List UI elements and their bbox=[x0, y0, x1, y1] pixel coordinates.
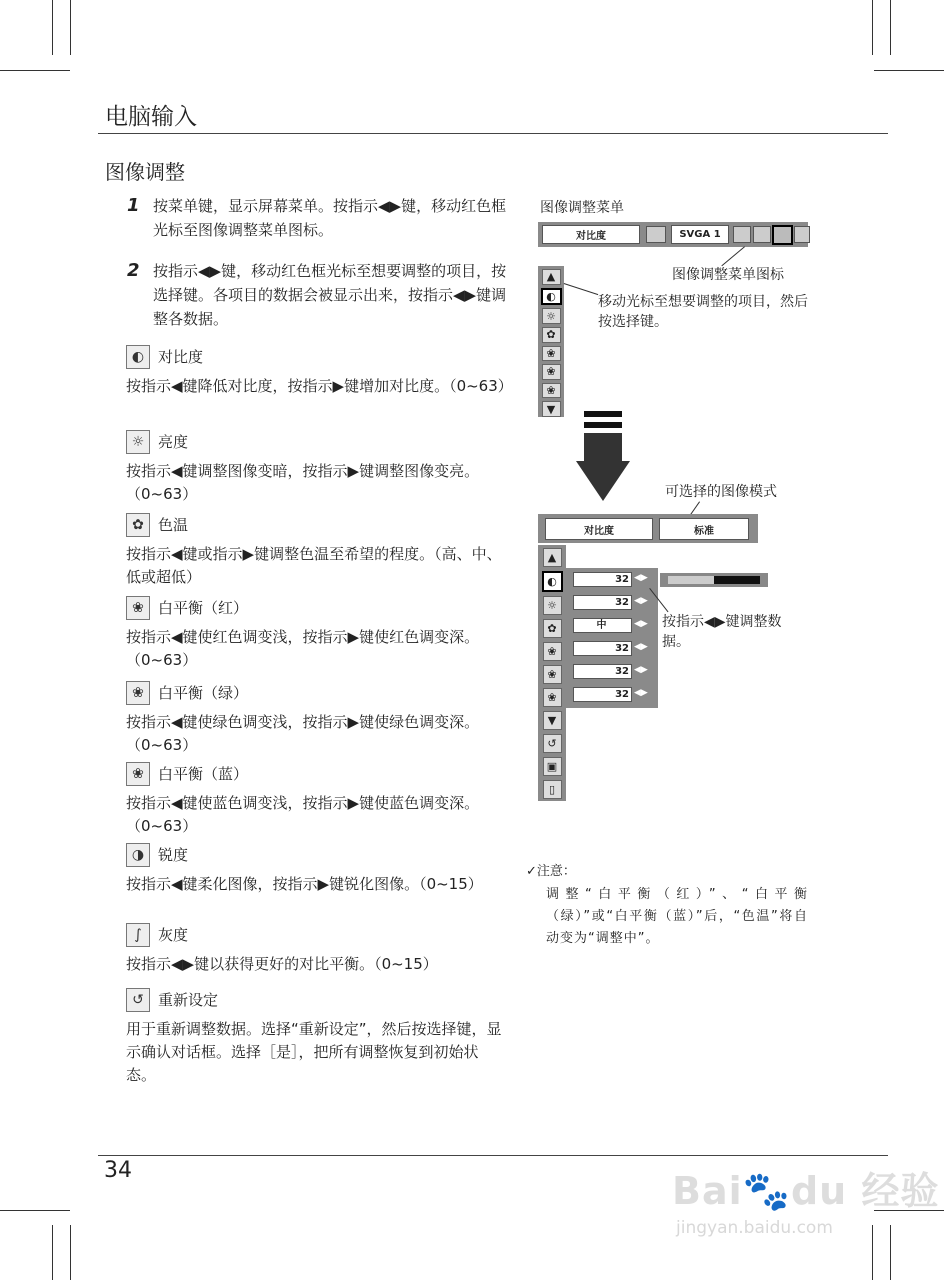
step-number: 1 bbox=[127, 195, 140, 216]
page-number: 34 bbox=[104, 1158, 132, 1183]
item-label: 对比度 bbox=[158, 347, 204, 366]
item-label: 白平衡（蓝） bbox=[158, 764, 249, 783]
item-contrast bbox=[126, 345, 513, 398]
slider-track bbox=[668, 576, 760, 584]
left-right-arrow-icon: ◀▶ bbox=[634, 642, 648, 652]
value-panel bbox=[566, 568, 658, 708]
item-reset bbox=[126, 988, 506, 1087]
source-field: SVGA 1 bbox=[671, 225, 729, 244]
slider-fill bbox=[668, 576, 714, 584]
reset-icon: ↺ bbox=[126, 988, 150, 1012]
color-temp-icon: ✿ bbox=[543, 619, 562, 638]
down-arrow-icon bbox=[576, 461, 630, 501]
item-text: 按指示◀键使红色调变浅，按指示▶键使红色调变深。（0~63） bbox=[126, 628, 480, 669]
item-wb-red bbox=[126, 596, 506, 672]
crop-mark bbox=[890, 0, 891, 55]
white-balance-green-icon: ❀ bbox=[543, 665, 562, 684]
contrast-icon: ◐ bbox=[126, 345, 150, 369]
menu-field: 对比度 bbox=[545, 518, 653, 540]
item-text: 按指示◀▶键以获得更好的对比平衡。（0~15） bbox=[126, 955, 438, 973]
crop-mark bbox=[0, 70, 70, 71]
brightness-icon: ☼ bbox=[542, 308, 561, 324]
arrow-bar bbox=[584, 422, 622, 428]
white-balance-blue-icon: ❀ bbox=[126, 762, 150, 786]
brightness-icon: ☼ bbox=[543, 596, 562, 615]
image-adjust-icon bbox=[772, 225, 793, 245]
white-balance-green-icon: ❀ bbox=[126, 681, 150, 705]
value-field: 32 bbox=[573, 664, 632, 679]
crop-mark bbox=[70, 1225, 71, 1280]
item-wb-blue bbox=[126, 762, 506, 838]
image-select-icon bbox=[753, 226, 771, 243]
crop-mark bbox=[0, 1210, 70, 1211]
crop-mark bbox=[52, 1225, 53, 1280]
left-right-arrow-icon: ◀▶ bbox=[634, 596, 648, 606]
up-arrow-icon: ▲ bbox=[543, 548, 562, 567]
value-field: 32 bbox=[573, 687, 632, 702]
arrow-shaft bbox=[584, 433, 622, 461]
chapter-title: 电脑输入 bbox=[105, 104, 197, 130]
input-icon bbox=[646, 226, 666, 243]
image-mode-field: 标准 bbox=[659, 518, 749, 540]
down-arrow-icon: ▼ bbox=[543, 711, 562, 730]
item-gamma bbox=[126, 923, 506, 976]
crop-mark bbox=[70, 0, 71, 55]
color-temp-icon: ✿ bbox=[126, 513, 150, 537]
step-text: 按指示◀▶键，移动红色框光标至想要调整的项目，按选择键。各项目的数据会被显示出来，按指示◀▶键调整各数据。 bbox=[153, 262, 507, 328]
contrast-icon: ◐ bbox=[541, 288, 562, 306]
item-color-temp bbox=[126, 513, 506, 589]
value-field: 中 bbox=[573, 618, 632, 633]
header-rule bbox=[98, 133, 888, 134]
item-sharpness bbox=[126, 843, 506, 896]
white-balance-red-icon: ❀ bbox=[542, 346, 561, 362]
item-label: 亮度 bbox=[158, 432, 189, 451]
item-label: 灰度 bbox=[158, 925, 189, 944]
white-balance-red-icon: ❀ bbox=[126, 596, 150, 620]
callout-adjust: 按指示◀▶键调整数据。 bbox=[662, 614, 782, 650]
down-arrow-icon: ▼ bbox=[542, 401, 561, 417]
step-number: 2 bbox=[127, 260, 140, 281]
contrast-icon: ◐ bbox=[542, 571, 563, 592]
crop-mark bbox=[872, 1225, 873, 1280]
item-text: 用于重新调整数据。选择“重新设定”，然后按选择键，显示确认对话框。选择［是］，把所有调整恢复到初始状态。 bbox=[126, 1020, 502, 1084]
note-text: 调整“白平衡（红）”、“白平衡（绿）”或“白平衡（蓝）”后，“色温”将自动变为“调整中”。 bbox=[546, 887, 808, 946]
left-right-arrow-icon: ◀▶ bbox=[634, 619, 648, 629]
callout-mode: 可选择的图像模式 bbox=[665, 484, 777, 500]
value-field: 32 bbox=[573, 595, 632, 610]
menu-bar bbox=[538, 222, 808, 247]
crop-mark bbox=[890, 1225, 891, 1280]
watermark-logo: Bai🐾du 经验 bbox=[672, 1169, 940, 1213]
white-balance-red-icon: ❀ bbox=[543, 642, 562, 661]
menu-icon-column bbox=[538, 266, 564, 417]
white-balance-blue-icon: ❀ bbox=[543, 688, 562, 707]
callout-icon: 图像调整菜单图标 bbox=[672, 267, 784, 283]
note-title: ✓注意： bbox=[526, 864, 576, 879]
step-text: 按菜单键，显示屏幕菜单。按指示◀▶键，移动红色框光标至图像调整菜单图标。 bbox=[153, 197, 507, 239]
up-arrow-icon: ▲ bbox=[542, 269, 561, 285]
item-label: 白平衡（绿） bbox=[158, 683, 249, 702]
item-wb-green bbox=[126, 681, 506, 757]
footer-rule bbox=[98, 1155, 888, 1156]
item-label: 色温 bbox=[158, 515, 189, 534]
color-temp-icon: ✿ bbox=[542, 327, 561, 343]
item-text: 按指示◀键降低对比度，按指示▶键增加对比度。（0~63） bbox=[126, 377, 513, 395]
item-text: 按指示◀键使绿色调变浅，按指示▶键使绿色调变深。（0~63） bbox=[126, 713, 480, 754]
item-text: 按指示◀键调整图像变暗，按指示▶键调整图像变亮。（0~63） bbox=[126, 462, 480, 503]
gamma-icon: ∫ bbox=[126, 923, 150, 947]
crop-mark bbox=[52, 0, 53, 55]
callout-line bbox=[721, 246, 745, 266]
item-text: 按指示◀键柔化图像，按指示▶键锐化图像。（0~15） bbox=[126, 875, 483, 893]
left-right-arrow-icon: ◀▶ bbox=[634, 688, 648, 698]
crop-mark bbox=[874, 70, 944, 71]
value-field: 32 bbox=[573, 572, 632, 587]
watermark-url: jingyan.baidu.com bbox=[676, 1218, 833, 1238]
step-1 bbox=[127, 194, 507, 242]
value-field: 32 bbox=[573, 641, 632, 656]
item-label: 白平衡（红） bbox=[158, 598, 249, 617]
callout-cursor: 移动光标至想要调整的项目，然后按选择键。 bbox=[598, 294, 808, 330]
sharpness-icon: ◑ bbox=[126, 843, 150, 867]
menu-icon-column bbox=[538, 545, 566, 801]
item-text: 按指示◀键使蓝色调变浅，按指示▶键使蓝色调变深。（0~63） bbox=[126, 794, 480, 835]
screen-icon bbox=[794, 226, 810, 243]
level-slider bbox=[660, 573, 768, 587]
left-right-arrow-icon: ◀▶ bbox=[634, 665, 648, 675]
exit-icon: ▯ bbox=[543, 780, 562, 799]
item-text: 按指示◀键或指示▶键调整色温至希望的程度。（高、中、低或超低） bbox=[126, 545, 502, 586]
item-label: 重新设定 bbox=[158, 990, 219, 1009]
left-right-arrow-icon: ◀▶ bbox=[634, 573, 648, 583]
menu-bar bbox=[538, 514, 758, 543]
item-label: 锐度 bbox=[158, 845, 189, 864]
computer-icon bbox=[733, 226, 751, 243]
white-balance-blue-icon: ❀ bbox=[542, 383, 561, 399]
arrow-bar bbox=[584, 411, 622, 417]
step-2 bbox=[127, 259, 507, 331]
diagram-caption: 图像调整菜单 bbox=[540, 200, 624, 216]
brightness-icon: ☼ bbox=[126, 430, 150, 454]
item-brightness bbox=[126, 430, 506, 506]
store-icon: ▣ bbox=[543, 757, 562, 776]
menu-field: 对比度 bbox=[542, 225, 640, 244]
crop-mark bbox=[872, 0, 873, 55]
reset-icon: ↺ bbox=[543, 734, 562, 753]
callout-line bbox=[564, 283, 599, 295]
section-title: 图像调整 bbox=[105, 160, 185, 184]
white-balance-green-icon: ❀ bbox=[542, 364, 561, 380]
